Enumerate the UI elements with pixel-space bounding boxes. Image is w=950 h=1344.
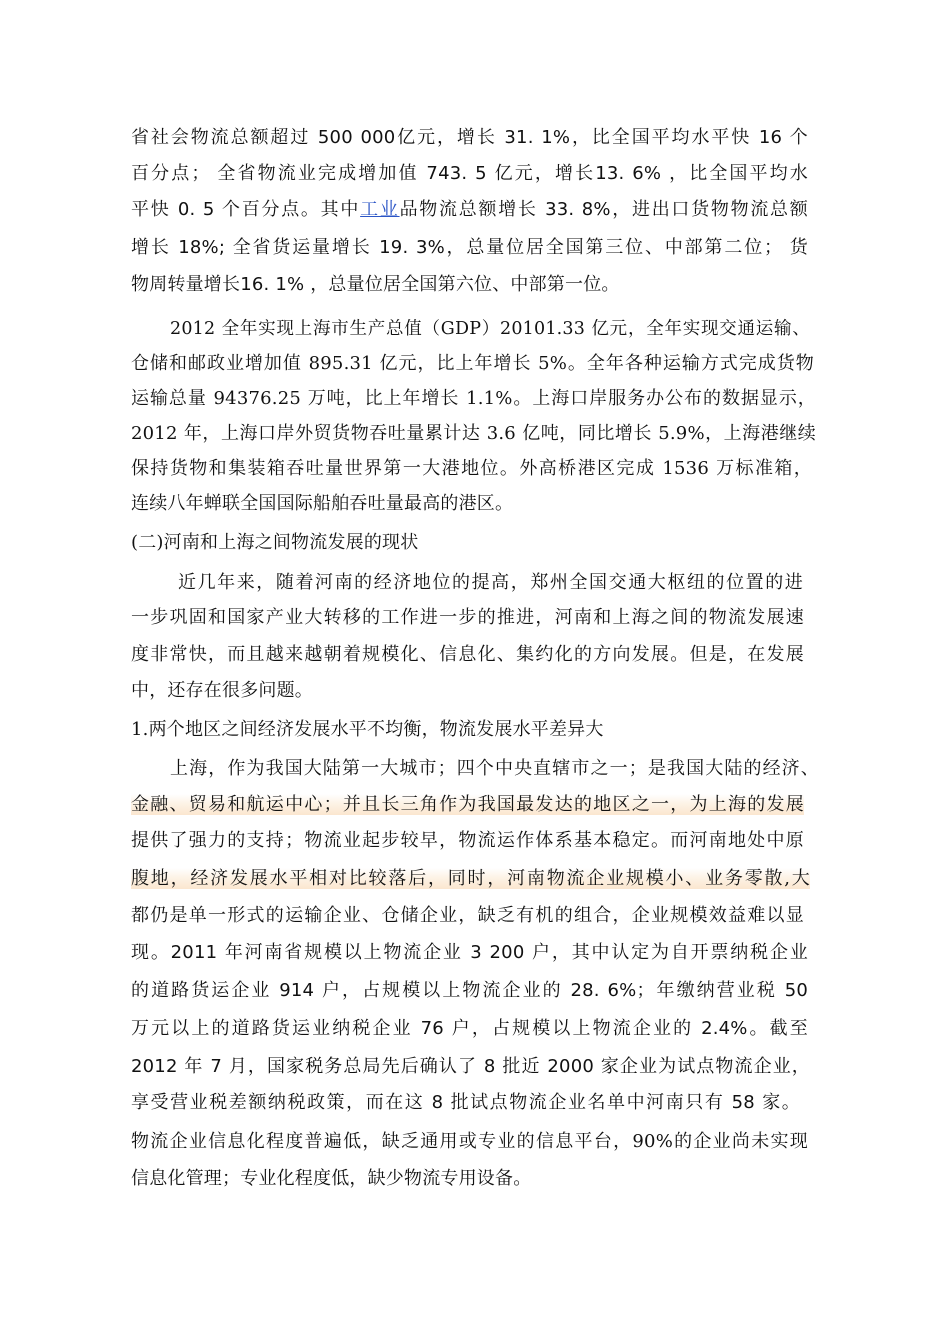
paragraph-4-line-5: 都仍是单一形式的运输企业、仓储企业，缺乏有机的组合，企业规模效益难以显 <box>131 905 804 926</box>
paragraph-2-line-6: 连续八年蝉联全国国际船舶吞吐量最高的港区。 <box>131 493 514 514</box>
paragraph-3-line-2: 一步巩固和国家产业大转移的工作进一步的推进，河南和上海之间的物流发展速 <box>131 607 804 628</box>
paragraph-3-line-1: 近几年来，随着河南的经济地位的提高，郑州全国交通大枢纽的位置的进 <box>178 572 803 593</box>
section-heading: (二)河南和上海之间物流发展的现状 <box>131 532 419 553</box>
paragraph-3-line-4: 中，还存在很多问题。 <box>131 680 313 701</box>
paragraph-4-line-7: 的道路货运企业 914 户，占规模以上物流企业的 28. 6%；年缴纳营业税 50 <box>131 980 808 1001</box>
paragraph-4-line-11: 物流企业信息化程度普遍低，缺乏通用或专业的信息平台，90%的企业尚未实现 <box>131 1131 808 1152</box>
industry-link[interactable]: 工业 <box>360 199 400 220</box>
paragraph-4-line-3: 提供了强力的支持；物流业起步较早，物流运作体系基本稳定。而河南地处中原 <box>131 830 804 851</box>
paragraph-1-line-3-text: 平快 0. 5 个百分点。其中 <box>131 199 361 220</box>
item-heading: 1.两个地区之间经济发展水平不均衡，物流发展水平差异大 <box>131 719 604 740</box>
paragraph-2-line-2: 仓储和邮政业增加值 895.31 亿元，比上年增长 5%。全年各种运输方式完成货物 <box>131 353 814 374</box>
paragraph-4-line-10: 享受营业税差额纳税政策，而在这 8 批试点物流企业名单中河南只有 58 家。 <box>131 1092 800 1113</box>
paragraph-4-line-9: 2012 年 7 月，国家税务总局先后确认了 8 批近 2000 家企业为试点物流企业， <box>131 1056 810 1077</box>
paragraph-3-line-3: 度非常快，而且越来越朝着规模化、信息化、集约化的方向发展。但是，在发展 <box>131 644 804 665</box>
paragraph-4-line-2-text: 金融、贸易和航运中心；并且长三角作为我国最发达的地区之一，为上海的发展 <box>131 794 804 815</box>
paragraph-4-line-2 <box>131 792 804 818</box>
paragraph-2-line-4: 2012 年，上海口岸外贸货物吞吐量累计达 3.6 亿吨，同比增长 5.9%，上海港继续 <box>131 423 816 444</box>
paragraph-1-line-4: 增长 18%; 全省货运量增长 19. 3%，总量位居全国第三位、中部第二位； 货 <box>131 237 808 258</box>
paragraph-1-line-1: 省社会物流总额超过 500 000亿元，增长 31. 1%，比全国平均水平快 16 个 <box>131 127 808 148</box>
paragraph-4-line-4-text: 腹地，经济发展水平相对比较落后，同时，河南物流企业规模小、业务零散,大 <box>131 868 810 889</box>
paragraph-4-line-6: 现。2011 年河南省规模以上物流企业 3 200 户，其中认定为自开票纳税企业 <box>131 942 808 963</box>
paragraph-1-line-5: 物周转量增长16. 1% ，总量位居全国第六位、中部第一位。 <box>131 274 620 295</box>
paragraph-4-line-8: 万元以上的道路货运业纳税企业 76 户，占规模以上物流企业的 2.4%。截至 <box>131 1018 808 1039</box>
paragraph-2-line-3: 运输总量 94376.25 万吨，比上年增长 1.1%。上海口岸服务办公布的数据显示， <box>131 388 816 409</box>
paragraph-1-line-2: 百分点； 全省物流业完成增加值 743. 5 亿元，增长13. 6% ，比全国平均水 <box>131 163 808 184</box>
paragraph-2-line-5: 保持货物和集装箱吞吐量世界第一大港地位。外高桥港区完成 1536 万标准箱， <box>131 458 812 479</box>
paragraph-4-line-4 <box>131 866 810 892</box>
paragraph-1-line-3 <box>131 197 808 223</box>
paragraph-1-line-3-text-end: 品物流总额增长 33. 8%，进出口货物物流总额 <box>399 199 808 220</box>
paragraph-4-line-12: 信息化管理；专业化程度低，缺少物流专用设备。 <box>131 1168 532 1189</box>
paragraph-2-line-1: 2012 全年实现上海市生产总值（GDP）20101.33 亿元，全年实现交通运输、 <box>170 319 810 339</box>
paragraph-4-line-1: 上海，作为我国大陆第一大城市；四个中央直辖市之一；是我国大陆的经济、 <box>170 758 819 779</box>
